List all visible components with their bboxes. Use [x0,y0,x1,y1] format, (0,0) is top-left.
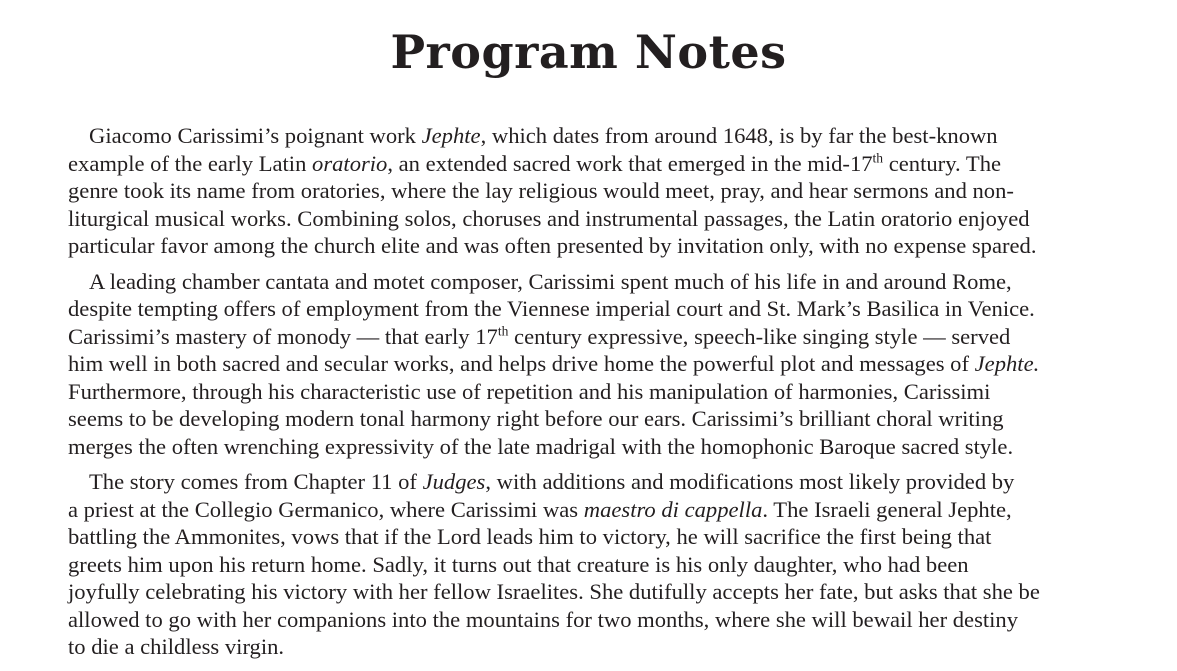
text-line [68,205,1148,233]
superscript: th [497,322,509,338]
text-run: particular favor among the church elite and was often presented by invitation only, with no expense spared. [68,233,1037,258]
text-run: example of the early Latin [68,150,313,176]
text-run: a priest at the Collegio Germanico, where Carissimi was [68,496,584,522]
text-line [68,122,1148,150]
text-run: , with additions and modifications most likely provided by [485,469,1015,494]
page-title: Program Notes [390,25,787,79]
superscript: th [872,149,884,165]
italic-text: oratorio [312,150,388,176]
text-line [68,350,1148,378]
text-run: genre took its name from oratories, where the lay religious would meet, pray, and hear sermons and non- [68,178,1014,203]
text-run: despite tempting offers of employment from the Viennese imperial court and St. Mark’s Basilica in Venice. [68,296,1035,321]
text-run: , an extended sacred work that emerged in the mid-17 [387,150,873,176]
text-line [68,523,1148,551]
text-line [68,496,1148,524]
text-run: Carissimi’s mastery of monody — that early 17 [68,323,498,349]
text-line [68,551,1148,579]
text-line [68,433,1148,461]
paragraph [68,122,1148,260]
text-line [68,468,1148,496]
text-line [68,405,1148,433]
text-line [68,323,1148,351]
text-run: , which dates from around 1648, is by far the best-known [480,123,998,148]
text-run: seems to be developing modern tonal harmony right before our ears. Carissimi’s brilliant choral writing [68,406,1004,431]
text-line [68,150,1148,178]
text-run: . The Israeli general Jephte, [762,496,1012,522]
text-line [68,578,1148,606]
text-run: century expressive, speech-like singing style — served [508,323,1011,349]
text-line [68,177,1148,205]
text-run: joyfully celebrating his victory with her fellow Israelites. She dutifully accepts her fate, but asks that she be [68,579,1040,604]
text-run: liturgical musical works. Combining solos, choruses and instrumental passages, the Latin oratorio enjoyed [68,205,1030,231]
text-run: Furthermore, through his characteristic use of repetition and his manipulation of harmonies, Carissimi [68,378,991,404]
text-run: greets him upon his return home. Sadly, it turns out that creature is his only daughter, who had been [68,551,969,577]
text-line [68,295,1148,323]
text-run: A leading chamber cantata and motet composer, Carissimi spent much of his life in and around Rome, [89,268,1012,294]
paragraph [68,468,1148,661]
italic-text: Jephte [421,123,481,148]
text-line [68,232,1148,260]
text-line [68,268,1148,296]
text-run: him well in both sacred and secular works, and helps drive home the powerful plot and messages of [68,351,975,376]
text-line [68,633,1148,661]
text-run: merges the often wrenching expressivity of the late madrigal with the homophonic Baroque sacred style. [68,433,1014,459]
text-run: The story comes from Chapter 11 of [89,469,423,494]
italic-text: Judges [422,469,486,494]
text-line [68,606,1148,634]
italic-text: Jephte. [974,351,1040,376]
text-run: century. The [883,150,1002,176]
program-notes-body [68,122,1148,669]
text-run: to die a childless virgin. [68,634,285,659]
text-run: allowed to go with her companions into the mountains for two months, where she will bewail her destiny [68,606,1019,632]
paragraph [68,268,1148,461]
text-line [68,378,1148,406]
text-run: Giacomo Carissimi’s poignant work [89,123,422,148]
text-run: battling the Ammonites, vows that if the Lord leads him to victory, he will sacrifice the first being that [68,524,992,549]
italic-text: maestro di cappella [583,496,763,522]
